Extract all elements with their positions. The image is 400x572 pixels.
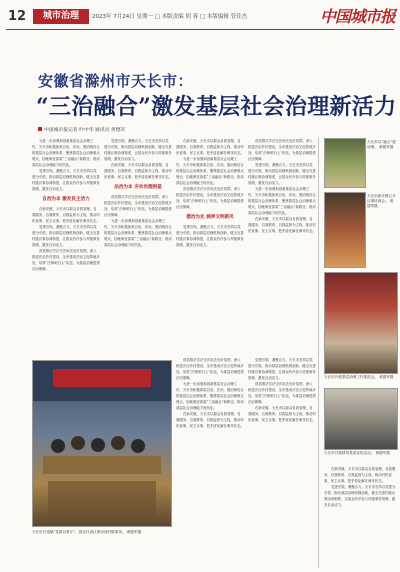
- page-header: [0, 0, 400, 32]
- photo-credit: 黄德军摄: [378, 145, 394, 149]
- sidebar-photo-2: [324, 192, 366, 268]
- sidebar-photo-1: [324, 138, 366, 188]
- paragraph: 党建引领，凝聚合力。天长市坚持以党建为引领，推动基层治理机制创新，健全完善村级议事协商制度，让群众有序参与村级事务管理，激发自治活力。: [32, 225, 100, 247]
- paragraph: 营造尊法学法守法用法良好氛围，深入推进法治乡村建设，全市建成法治文化阵地多处，培养“法律明白人”队伍，为基层治理提供法治保障。: [248, 382, 316, 404]
- page-number: 12: [8, 9, 27, 24]
- sidebar-caption-2: [367, 194, 396, 209]
- paragraph: 在新安镇，天长市以群众自我管理、自我服务、自我教育、自我监督为主线，推动村民说事、民主议事，把矛盾化解在萌芽状态。: [176, 139, 244, 155]
- paragraph: 党建引领，凝聚合力。天长市坚持以党建为引领，推动基层治理机制创新，健全完善村级议事协商制度，让群众有序参与村级事务管理，激发自治活力。: [176, 225, 244, 247]
- byline-text: 中国城市报记者 叶中华 通讯员 黄德军: [44, 128, 126, 133]
- photo-credit: 黄德军摄: [367, 199, 394, 208]
- main-photo: [32, 360, 172, 527]
- sidebar-caption-3: [324, 375, 396, 380]
- paragraph: 党建引领，凝聚合力。天长市坚持以党建为引领，推动基层治理机制创新，健全完善村级议事协商制度，让群众有序参与村级事务管理，激发自治活力。: [248, 358, 316, 380]
- paragraph: 营造尊法学法守法用法良好氛围，深入推进法治乡村建设，全市建成法治文化阵地多处，培养“法律明白人”队伍，为基层治理提供法治保障。: [176, 187, 244, 209]
- sidebar-text: [324, 466, 396, 508]
- dateline: 2023年 7月24日 星期一 □ 本版责编 胡 蓉 □ 本版编辑 管佳杰: [92, 14, 248, 20]
- main-photo-caption: [32, 530, 170, 535]
- meeting-photo-graphic: [33, 361, 171, 526]
- photo-credit: 黄德军摄: [375, 451, 390, 455]
- text-column-5: [176, 357, 244, 429]
- paragraph: 为进一步加强和创新基层社会治理工作，天长市积极探索自治、法治、德治相结合的基层社会治理体系，聚焦基层社会治理难点堵点，因地制宜探索“三治融合”新路径，推动基层社会治理能力现代化。: [248, 187, 316, 215]
- paragraph: 为进一步加强和创新基层社会治理工作，天长市积极探索自治、法治、德治相结合的基层社会治理体系，聚焦基层社会治理难点堵点，因地制宜探索“三治融合”新路径，推动基层社会治理能力现代化。: [32, 139, 100, 167]
- paragraph: 党建引领，凝聚合力。天长市坚持以党建为引领，推动基层治理机制创新，健全完善村级议事协商制度，让群众有序参与村级事务管理，激发自治活力。: [324, 485, 396, 507]
- sidebar-divider: [318, 138, 319, 568]
- section-tag: 城市治理: [33, 9, 89, 24]
- paragraph: 在新安镇，天长市以群众自我管理、自我服务、自我教育、自我监督为主线，推动村民说事、民主议事，把矛盾化解在萌芽状态。: [32, 207, 100, 223]
- headline: “三治融合”激发基层社会治理新活力: [36, 94, 397, 120]
- paragraph: 党建引领，凝聚合力。天长市坚持以党建为引领，推动基层治理机制创新，健全完善村级议事协商制度，让群众有序参与村级事务管理，激发自治活力。: [248, 163, 316, 185]
- paragraph: 为进一步加强和创新基层社会治理工作，天长市积极探索自治、法治、德治相结合的基层社会治理体系，聚焦基层社会治理难点堵点，因地制宜探索“三治融合”新路径，推动基层社会治理能力现代化。: [176, 382, 244, 410]
- paragraph: 在新安镇，天长市以群众自我管理、自我服务、自我教育、自我监督为主线，推动村民说事、民主议事，把矛盾化解在萌芽状态。: [324, 467, 396, 483]
- text-column-3: [176, 138, 244, 248]
- photo-sidebar: [324, 138, 396, 568]
- paragraph: 在新安镇，天长市以群众自我管理、自我服务、自我教育、自我监督为主线，推动村民说事、民主议事，把矛盾化解在萌芽状态。: [248, 217, 316, 233]
- paragraph: 在新安镇，天长市以群众自我管理、自我服务、自我教育、自我监督为主线，推动村民说事、民主议事，把矛盾化解在萌芽状态。: [176, 412, 244, 428]
- caption-text: 天长市石梁镇“党群议事厅”，群众代表议事协商村级事务。: [32, 530, 126, 534]
- paragraph: 在新安镇，天长市以群众自我管理、自我服务、自我教育、自我监督为主线，推动村民说事、民主议事，把矛盾化解在萌芽状态。: [248, 406, 316, 422]
- photo-credit: 黄德军摄: [126, 530, 142, 534]
- sidebar-photo-4: [324, 388, 398, 450]
- text-column-6: [248, 357, 316, 423]
- paragraph: 为进一步加强和创新基层社会治理工作，天长市积极探索自治、法治、德治相结合的基层社会治理体系，聚焦基层社会治理难点堵点，因地制宜探索“三治融合”新路径，推动基层社会治理能力现代化。: [104, 219, 172, 247]
- paragraph: 党建引领，凝聚合力。天长市坚持以党建为引领，推动基层治理机制创新，健全完善村级议事协商制度，让群众有序参与村级事务管理，激发自治活力。: [104, 139, 172, 161]
- newspaper-logo: 中国城市报: [320, 7, 396, 26]
- caption-text: 天长市开展基层治理工作推进会。: [324, 375, 378, 379]
- caption-text: 天长市开展移风易俗宣传活动。: [324, 451, 375, 455]
- subhead-3: 德治为先 涵养文明新风: [186, 215, 234, 220]
- text-column-1: [32, 138, 100, 272]
- caption-text: 天长市以“融合”促治理。: [367, 140, 396, 149]
- subhead-1: 自治为本 激发民主活力: [42, 197, 90, 202]
- header-rule: [6, 29, 394, 30]
- sidebar-photo-3: [324, 272, 398, 374]
- paragraph: 在新安镇，天长市以群众自我管理、自我服务、自我教育、自我监督为主线，推动村民说事、民主议事，把矛盾化解在萌芽状态。: [104, 163, 172, 179]
- text-column-2: [104, 138, 172, 248]
- subhead-2: 法治为本 夯实治理根基: [114, 185, 162, 190]
- byline: [38, 126, 125, 133]
- paragraph: 营造尊法学法守法用法良好氛围，深入推进法治乡村建设，全市建成法治文化阵地多处，培养“法律明白人”队伍，为基层治理提供法治保障。: [32, 249, 100, 271]
- paragraph: 党建引领，凝聚合力。天长市坚持以党建为引领，推动基层治理机制创新，健全完善村级议事协商制度，让群众有序参与村级事务管理，激发自治活力。: [32, 169, 100, 191]
- photo-credit: 黄德军摄: [379, 375, 394, 379]
- paragraph: 营造尊法学法守法用法良好氛围，深入推进法治乡村建设，全市建成法治文化阵地多处，培养“法律明白人”队伍，为基层治理提供法治保障。: [104, 195, 172, 217]
- caption-text: 天长市新安镇召开议事协商会。: [367, 194, 396, 203]
- paragraph: 营造尊法学法守法用法良好氛围，深入推进法治乡村建设，全市建成法治文化阵地多处，培养“法律明白人”队伍，为基层治理提供法治保障。: [176, 358, 244, 380]
- text-column-4: [248, 138, 316, 234]
- byline-marker: [38, 127, 42, 131]
- headline-kicker: 安徽省滁州市天长市：: [38, 72, 194, 90]
- paragraph: 为进一步加强和创新基层社会治理工作，天长市积极探索自治、法治、德治相结合的基层社会治理体系，聚焦基层社会治理难点堵点，因地制宜探索“三治融合”新路径，推动基层社会治理能力现代化。: [176, 157, 244, 185]
- paragraph: 营造尊法学法守法用法良好氛围，深入推进法治乡村建设，全市建成法治文化阵地多处，培养“法律明白人”队伍，为基层治理提供法治保障。: [248, 139, 316, 161]
- sidebar-caption-1: [367, 140, 396, 150]
- sidebar-caption-4: [324, 451, 396, 456]
